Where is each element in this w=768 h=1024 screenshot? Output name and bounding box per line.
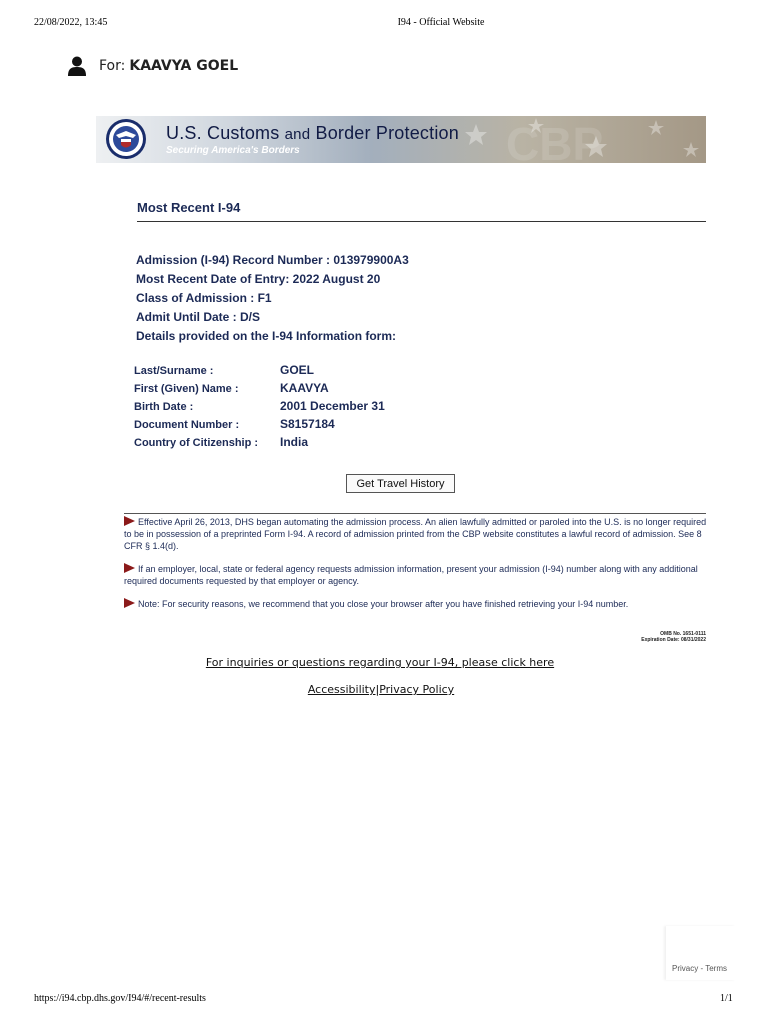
red-triangle-bullet-icon [124,598,135,608]
omb-info [560,631,706,643]
banner-subtitle: Securing America's Borders [166,145,300,156]
details-intro: Details provided on the I-94 Information form: [136,329,397,343]
banner-title-b: and [284,126,311,143]
traveler-name: KAAVYA GOEL [129,58,239,74]
privacy-policy-link[interactable]: Privacy Policy [379,683,455,696]
section-divider [137,221,706,222]
note-item [124,598,708,610]
banner-title-c: Border Protection [315,123,459,143]
note-item [124,516,708,552]
get-travel-history-button[interactable]: Get Travel History [346,474,455,493]
banner-title [166,123,459,144]
details-value: S8157184 [280,417,335,431]
for-line [68,55,238,77]
details-label: Document Number : [134,419,240,431]
print-page-title: I94 - Official Website [397,17,485,28]
print-page-number: 1/1 [720,993,733,1004]
inquiries-row [0,653,760,671]
details-value: India [280,435,309,449]
note-item [124,563,708,587]
recaptcha-dash: - [700,964,704,973]
print-url: https://i94.cbp.dhs.gov/I94/#/recent-results [34,993,206,1004]
recaptcha-privacy-link[interactable]: Privacy [672,964,699,973]
inquiries-link[interactable]: For inquiries or questions regarding your I-94, please click here [205,656,555,669]
note-text: Note: For security reasons, we recommend that you close your browser after you have finished retrieving your I-94 number. [138,599,629,609]
admit-until-date: Admit Until Date : D/S [136,310,261,324]
notes-divider [124,513,706,514]
recaptcha-terms-link[interactable]: Terms [705,964,727,973]
banner-stars-decoration [446,116,706,163]
details-value: KAAVYA [280,381,329,395]
cbp-banner [96,116,706,163]
for-label: For: [99,58,126,74]
details-label: Last/Surname : [134,365,214,377]
entry-date: Most Recent Date of Entry: 2022 August 20 [136,272,381,286]
class-of-admission: Class of Admission : F1 [136,291,272,305]
footer-links [0,683,762,696]
admission-summary [136,251,409,346]
dhs-seal-icon [100,118,152,160]
details-value: 2001 December 31 [280,399,385,413]
link-separator: | [375,683,380,696]
note-text: Effective April 26, 2013, DHS began automating the admission process. An alien lawfully admitted or paroled into the U.S. is no longer required to be in possession of a preprinted Form I-94. A record of admission printed from the CBP website constitutes a lawful record of admission. See 8 CFR § 1.4(d). [124,517,707,551]
details-label: Birth Date : [134,401,194,413]
banner-title-a: U.S. Customs [166,123,280,143]
section-title: Most Recent I-94 [137,200,241,215]
accessibility-link[interactable]: Accessibility [307,683,376,696]
recaptcha-links [672,964,727,973]
details-label: First (Given) Name : [134,383,239,395]
user-icon [68,56,86,76]
details-label: Country of Citizenship : [134,437,259,449]
omb-expiration: Expiration Date: 08/31/2022 [641,637,706,643]
svg-text:CBP: CBP [506,118,604,163]
record-number: Admission (I-94) Record Number : 013979900A3 [136,253,409,267]
note-text: If an employer, local, state or federal agency requests admission information, present your admission (I-94) number along with any additional required documents requested by that employer or agency. [124,564,698,586]
red-triangle-bullet-icon [124,516,135,526]
details-value: GOEL [280,363,315,377]
red-triangle-bullet-icon [124,563,135,573]
print-datetime: 22/08/2022, 13:45 [34,17,108,28]
omb-number: OMB No. 1651-0111 [660,631,706,637]
